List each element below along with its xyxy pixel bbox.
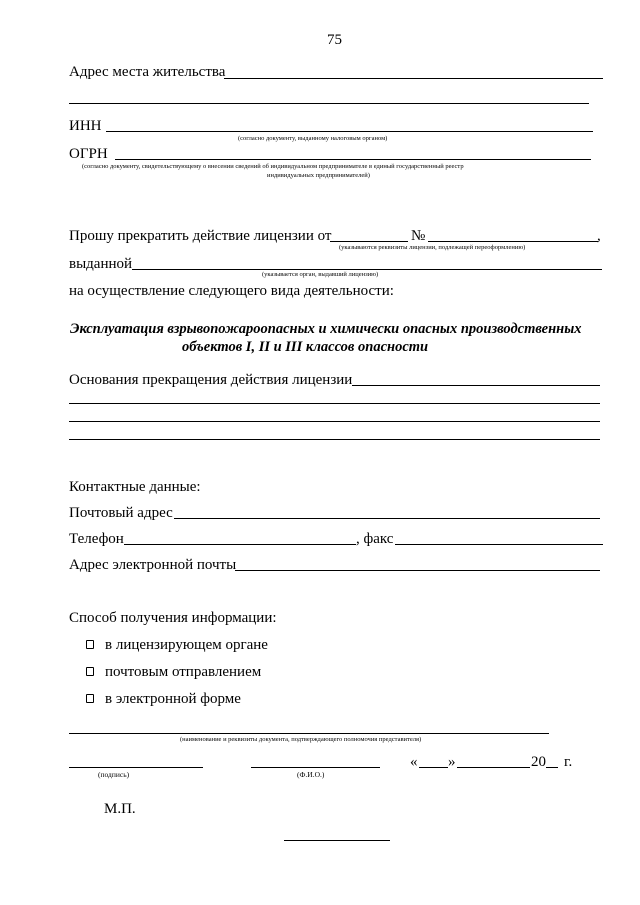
address-field-line-2[interactable]	[69, 103, 589, 104]
activity-type-line-1: Эксплуатация взрывопожароопасных и химически опасных производственных	[70, 321, 582, 337]
activity-type-line-2: объектов I, II и III классов опасности	[182, 339, 429, 355]
checkbox-electronic[interactable]	[86, 694, 94, 703]
address-label: Адрес места жительства	[69, 64, 226, 80]
inn-field-line[interactable]	[106, 131, 593, 132]
inn-label: ИНН	[69, 118, 102, 134]
name-line[interactable]	[251, 767, 380, 768]
grounds-field-line-3[interactable]	[69, 421, 600, 422]
postal-field-line[interactable]	[174, 518, 600, 519]
checkbox-licensing-body[interactable]	[86, 640, 94, 649]
page-number: 75	[327, 32, 342, 48]
license-note: (указываются реквизиты лицензии, подлежащей переоформлению)	[339, 244, 526, 251]
activity-label: на осуществление следующего вида деятельности:	[69, 283, 394, 299]
contacts-title: Контактные данные:	[69, 479, 201, 495]
license-date-line[interactable]	[330, 241, 408, 242]
license-number-line[interactable]	[428, 241, 598, 242]
signature-label: (подпись)	[98, 770, 130, 779]
postal-label: Почтовый адрес	[69, 505, 173, 521]
option-postal: почтовым отправлением	[105, 664, 262, 680]
number-sign: №	[411, 228, 426, 244]
ogrn-label: ОГРН	[69, 146, 108, 162]
email-field-line[interactable]	[235, 570, 600, 571]
inn-note: (согласно документу, выданному налоговым органом)	[238, 135, 388, 142]
stamp-label: М.П.	[104, 801, 136, 817]
checkbox-postal[interactable]	[86, 667, 94, 676]
date-month-line[interactable]	[457, 767, 530, 768]
request-comma: ,	[597, 228, 601, 244]
email-label: Адрес электронной почты	[69, 557, 237, 573]
option-licensing-body: в лицензирующем органе	[105, 637, 268, 653]
rep-document-note: (наименование и реквизиты документа, подтверждающего полномочия представителя)	[180, 736, 422, 743]
request-text: Прошу прекратить действие лицензии от	[69, 228, 332, 244]
grounds-field-line-4[interactable]	[69, 439, 600, 440]
phone-label: Телефон	[69, 531, 124, 547]
issued-label: выданной	[69, 256, 133, 272]
issued-note: (указывается орган, выдавший лицензию)	[262, 271, 379, 278]
fax-field-line[interactable]	[395, 544, 603, 545]
bottom-separator-line	[284, 840, 390, 841]
address-field-line[interactable]	[224, 78, 603, 79]
delivery-title: Способ получения информации:	[69, 610, 277, 626]
ogrn-note-2: индивидуальных предпринимателей)	[267, 172, 370, 179]
date-quote-open: «	[410, 754, 418, 770]
date-year-line[interactable]	[546, 767, 558, 768]
grounds-field-line[interactable]	[352, 385, 600, 386]
date-day-line[interactable]	[419, 767, 448, 768]
date-year-suffix: г.	[564, 754, 573, 770]
issued-field-line[interactable]	[132, 269, 602, 270]
phone-field-line[interactable]	[124, 544, 356, 545]
ogrn-field-line[interactable]	[115, 159, 591, 160]
ogrn-note-1: (согласно документу, свидетельствующему о внесении сведений об индивидуальном предпринимателе в единый государственный реестр	[82, 163, 464, 170]
grounds-label: Основания прекращения действия лицензии	[69, 372, 353, 388]
name-label: (Ф.И.О.)	[297, 770, 325, 779]
rep-document-line[interactable]	[69, 733, 549, 734]
grounds-field-line-2[interactable]	[69, 403, 600, 404]
date-quote-close: »	[448, 754, 456, 770]
option-electronic: в электронной форме	[105, 691, 241, 707]
date-year-prefix: 20	[531, 754, 546, 770]
signature-line[interactable]	[69, 767, 203, 768]
fax-label: , факс	[356, 531, 394, 547]
